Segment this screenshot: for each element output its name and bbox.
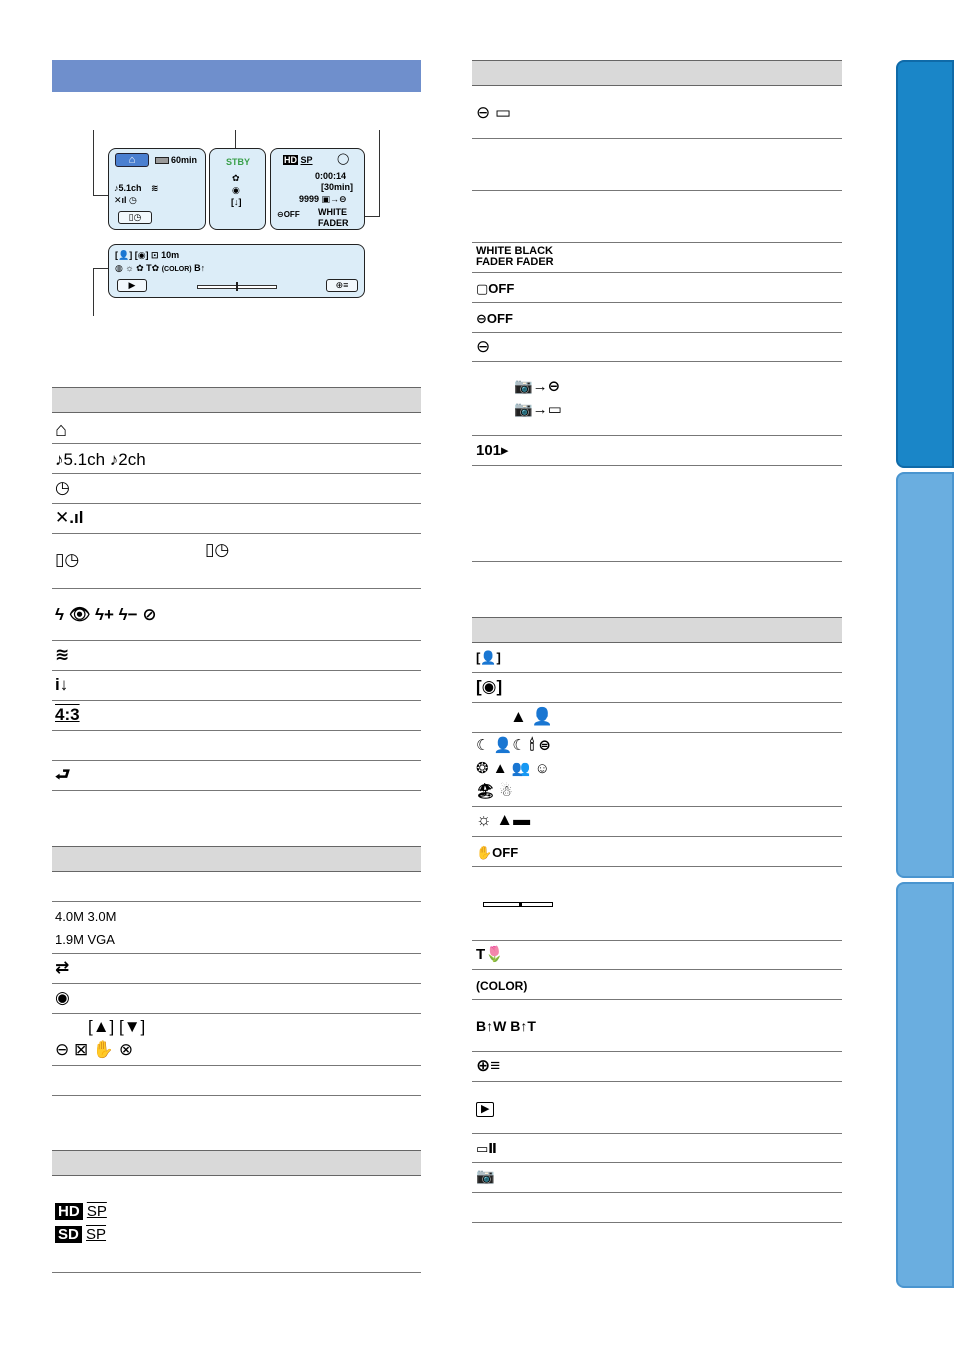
battery-remaining: 60min (171, 155, 198, 165)
photo-count: 9999 ▣→⊖ (299, 194, 347, 204)
home-icon: ⌂ (55, 419, 68, 441)
tele-macro-icon: T🌷 (476, 946, 504, 963)
side-tab-index[interactable] (896, 472, 954, 878)
left-table-1-header (52, 387, 421, 413)
fader-off-icon: ⊖OFF (277, 210, 300, 219)
white-balance-icons: ☼ ▲▬ (476, 810, 531, 829)
fader-label-2: FADER FADER (476, 256, 554, 268)
continuous-icon: ⇄ (55, 958, 70, 977)
scene-icons-2: ❂ ▲ 👥 ☺ (476, 760, 550, 777)
display-off-icon: ▢OFF (476, 281, 515, 296)
sd-quality-icon: SD SP (55, 1225, 106, 1245)
playback-icon: ▶ (476, 1097, 494, 1117)
camera-icon: 📷 (476, 1168, 495, 1185)
disc-icon: ⊖ (476, 337, 491, 356)
option-button[interactable]: ⊕≡ (326, 279, 358, 292)
section-header-bar (52, 60, 421, 92)
callout-line (93, 130, 94, 196)
home-icon: ⌂ (128, 154, 136, 166)
fader-white-line1: WHITE (318, 207, 347, 217)
backlight-icons: B↑W B↑T (476, 1018, 536, 1034)
play-button[interactable]: ▶ (117, 279, 147, 292)
side-tab-toc[interactable] (896, 60, 954, 468)
hd-quality-icon: HD SP (55, 1202, 107, 1222)
left-table-2-header (52, 846, 421, 872)
gps-icon: ✕ıl ◷ (114, 195, 137, 205)
warning-icons: ⊖ ⊠ ✋ ⊗ (55, 1040, 134, 1059)
face-button[interactable]: ▯◷ (118, 211, 152, 224)
media-icon: ⊖ ▭ (476, 103, 512, 122)
eye-icon: ◉ (232, 185, 240, 195)
callout-line (93, 195, 108, 196)
hd-quality: HD SP (284, 155, 313, 165)
screen-panel-right (270, 148, 365, 230)
home-button[interactable] (115, 153, 149, 167)
screen-panel-middle (209, 148, 266, 230)
callout-line (93, 268, 94, 316)
disc-icon: ◯ (337, 153, 350, 165)
return-icon: ⮐ (55, 765, 71, 784)
aspect-ratio-icon: 4:3 (55, 705, 80, 724)
face-index-icon: ▯◷ (55, 550, 80, 569)
photo-to-card-icon: 📷→▭ (514, 401, 562, 418)
bottom-icons-row-1: [👤] [◉] ⊡ 10m (115, 250, 180, 260)
fader-white-line2: FADER (318, 218, 349, 228)
slideshow-pause-icon: ▭Ⅱ (476, 1141, 497, 1156)
callout-line (235, 130, 236, 150)
eye-icon: ◉ (55, 988, 70, 1007)
self-timer-icon: ◷ (55, 478, 70, 497)
spot-focus-icon: [◉] (476, 677, 503, 696)
flash-icon: ϟ 👁 ϟ+ ϟ− ⊘ (55, 605, 157, 624)
face-index-inline-icon: ▯◷ (205, 540, 230, 559)
wifi-icon: ≋ (151, 183, 159, 193)
gps-signal-icon: ✕.ıl (55, 508, 84, 527)
scene-icon: ✿ (232, 173, 240, 183)
scene-icons-1: ☾ 👤☾ 🕯 ⊜ (476, 737, 551, 754)
callout-line (379, 130, 380, 217)
screen-panel-bottom (108, 244, 365, 298)
guide-icon: [↓] (231, 197, 242, 207)
steadyshot-off-icon: ✋OFF (476, 845, 519, 860)
counter: 0:00:14 (315, 171, 347, 181)
fader-label: WHITE BLACK (476, 245, 553, 257)
audio-mode: ♪5.1ch (114, 183, 142, 193)
exposure-slider-icon (483, 902, 553, 907)
bottom-icons-row-2: ◍ ☼ ✿ T✿ (COLOR) B↑ (115, 263, 206, 273)
slider-knob[interactable] (236, 282, 238, 291)
face-detect-icon: [👤] (476, 650, 501, 665)
landscape-portrait-icon: ▲ 👤 (510, 707, 553, 726)
option-icon: ⊕≡ (476, 1056, 501, 1075)
disc-off-icon: ⊖OFF (476, 311, 513, 326)
audio-mode-icon: ♪5.1ch ♪2ch (55, 450, 146, 469)
callout-line (93, 268, 108, 269)
right-table-1-header (472, 60, 842, 86)
photo-to-disc-icon: 📷→⊖ (514, 378, 561, 395)
scene-icons-3: 🏖 ☃ (476, 783, 513, 800)
wifi-icon: ≋ (55, 645, 70, 664)
side-tab-glossary[interactable] (896, 882, 954, 1288)
guide-frame-icon: i↓ (55, 675, 69, 694)
remaining-time: [30min] (321, 182, 354, 192)
battery-icon (155, 157, 169, 164)
guide-icons: [▲] [▼] (88, 1017, 146, 1036)
folder-icon: 101▸ (476, 442, 509, 459)
image-size-icon: 4.0M 3.0M (55, 909, 117, 924)
left-table-3-header (52, 1150, 421, 1176)
color-slow-shutter-icon: (COLOR) (476, 979, 528, 993)
screen-panel-left (108, 148, 206, 230)
callout-line (365, 216, 380, 217)
exposure-slider-knob (519, 902, 522, 907)
right-table-2-header (472, 617, 842, 643)
standby-status: STBY (226, 157, 251, 167)
image-size-icon-2: 1.9M VGA (55, 932, 115, 947)
